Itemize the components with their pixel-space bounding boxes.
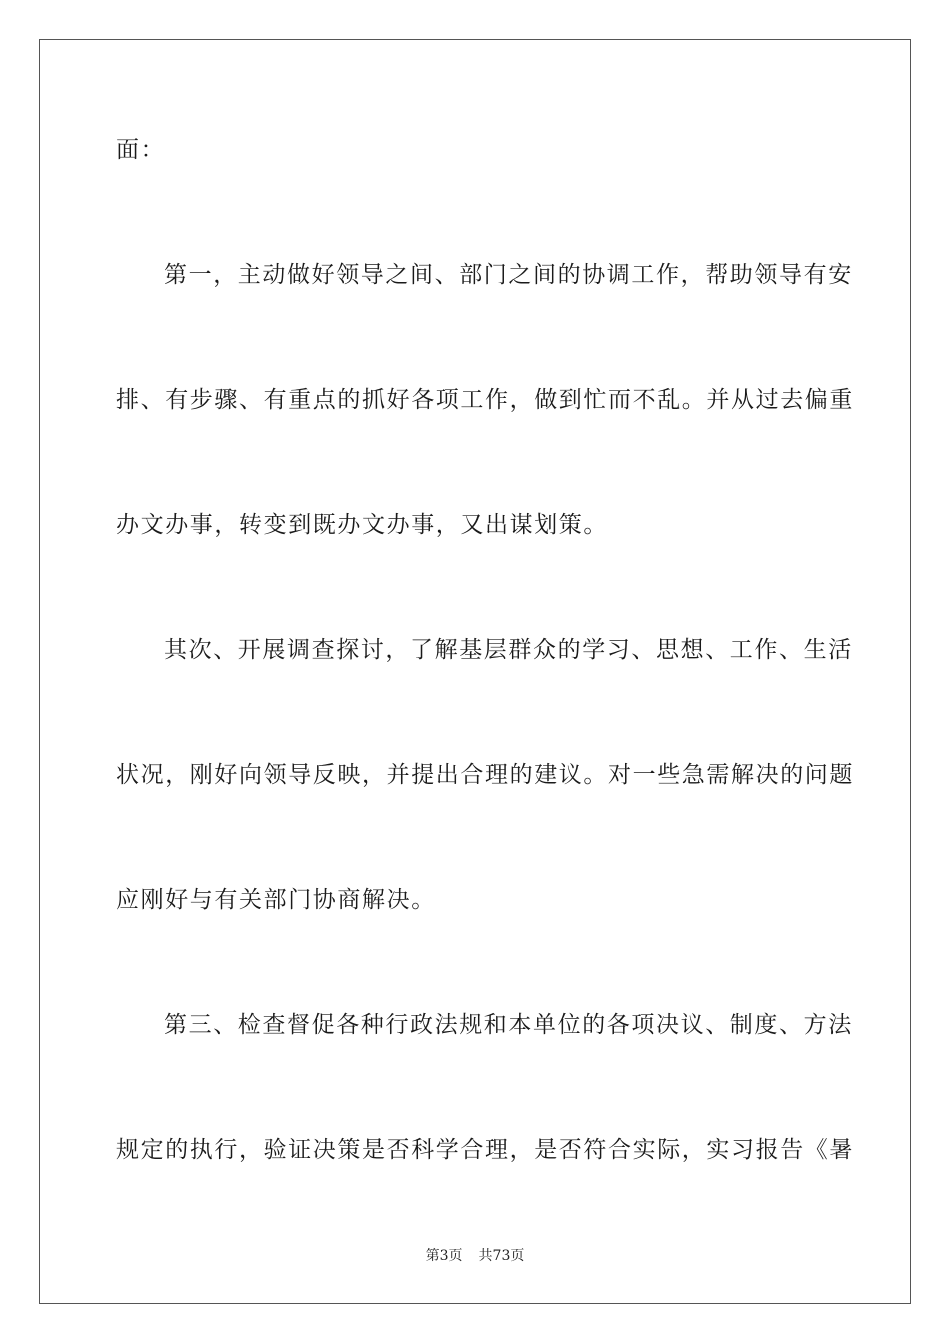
- paragraph-1-line-3: 办文办事，转变到既办文办事，又出谋划策。: [116, 512, 608, 538]
- paragraph-3-line-1: 第三、检查督促各种行政法规和本单位的各项决议、制度、方法: [164, 1012, 853, 1038]
- total-pages: 共73页: [478, 1248, 525, 1264]
- paragraph-1-line-1: 第一，主动做好领导之间、部门之间的协调工作，帮助领导有安: [164, 262, 853, 288]
- paragraph-2-line-3: 应刚好与有关部门协商解决。: [116, 887, 436, 913]
- paragraph-1-line-2: 排、有步骤、有重点的抓好各项工作，做到忙而不乱。并从过去偏重: [116, 387, 854, 413]
- paragraph-2-line-2: 状况，刚好向领导反映，并提出合理的建议。对一些急需解决的问题: [116, 762, 854, 788]
- paragraph-2-line-1: 其次、开展调查探讨，了解基层群众的学习、思想、工作、生活: [164, 637, 853, 663]
- page-border: [39, 39, 911, 1304]
- paragraph-3-line-2: 规定的执行，验证决策是否科学合理，是否符合实际，实习报告《暑: [116, 1137, 854, 1163]
- text-line: 面：: [116, 137, 166, 163]
- page-number: 第3页: [425, 1248, 463, 1264]
- page-footer: [0, 1247, 950, 1265]
